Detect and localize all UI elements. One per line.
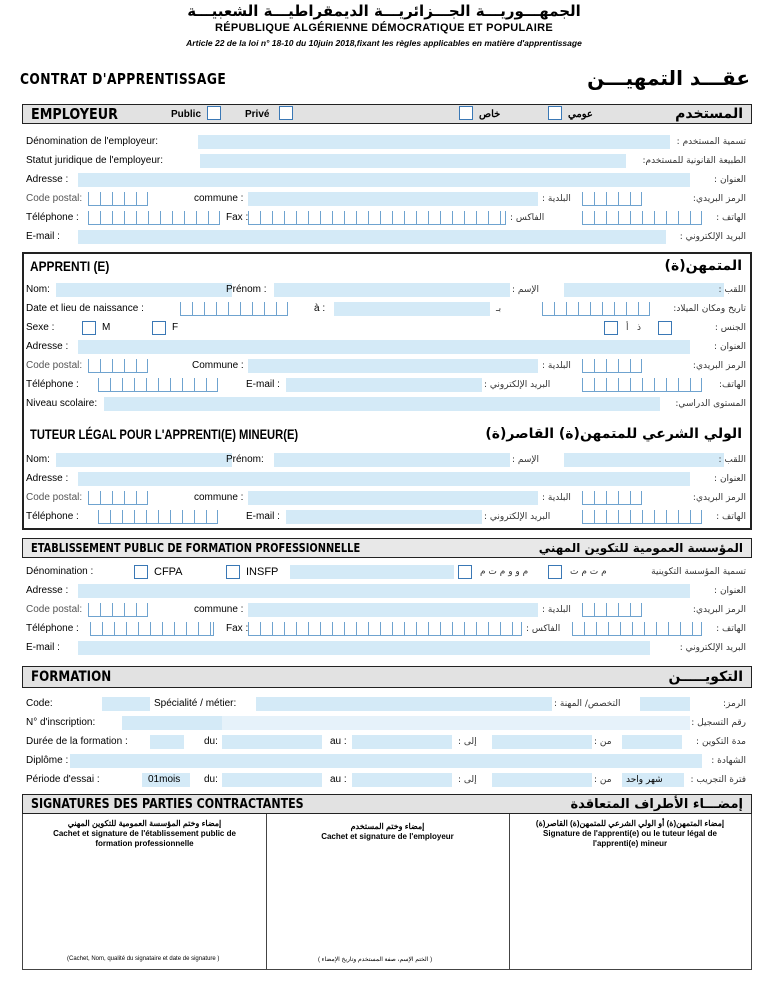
prenom-field[interactable] bbox=[274, 283, 510, 297]
sig-employeur-title: Cachet et signature de l'employeur bbox=[321, 832, 454, 841]
ism-field[interactable] bbox=[564, 283, 724, 297]
sexe-dhakar-label: ذ bbox=[637, 323, 642, 333]
essai-min-label: من : bbox=[594, 775, 612, 785]
etab-adresse-field[interactable] bbox=[78, 584, 690, 598]
mtmt-label: م ت م ت bbox=[570, 567, 607, 577]
tuteur-email-label: E-mail : bbox=[246, 511, 280, 522]
etab-code-postal-field[interactable] bbox=[88, 603, 148, 617]
specialite-field[interactable] bbox=[256, 697, 552, 711]
inscription-label: N° d'inscription: bbox=[26, 717, 96, 728]
denomination-label-ar: تسمية المستخدم : bbox=[676, 137, 746, 147]
apprenti-section bbox=[22, 254, 752, 414]
sig-etab-title: Cachet et signature de l'établissement public de formation professionnelle bbox=[53, 829, 236, 848]
email-field[interactable] bbox=[78, 230, 666, 244]
sig-note-ar: ( الختم الإسم، صفة المستخدم وتاريخ الإمضاء ) bbox=[318, 957, 433, 963]
apprenti-commune-label: Commune : bbox=[192, 360, 244, 371]
omomi-label: عومي bbox=[568, 109, 593, 120]
cfpa-label: CFPA bbox=[154, 566, 183, 578]
etab-title: ETABLISSEMENT PUBLIC DE FORMATION PROFESSIONNELLE bbox=[31, 541, 361, 555]
email-label: E-mail : bbox=[26, 231, 60, 242]
niveau-label-ar: المستوى الدراسي: bbox=[675, 399, 746, 409]
etab-telephone-label: Téléphone : bbox=[26, 623, 79, 634]
code-label: Code: bbox=[26, 698, 53, 709]
fax-field[interactable] bbox=[248, 211, 506, 225]
apprenti-email-label-ar: البريد الإلكتروني : bbox=[484, 380, 551, 390]
apprenti-commune-field[interactable] bbox=[248, 359, 538, 373]
formation-header bbox=[22, 666, 752, 688]
etab-code-postal-label: Code postal: bbox=[26, 604, 83, 615]
tuteur-code-postal-ar-field[interactable] bbox=[582, 491, 642, 505]
etab-title-ar: المؤسسة العمومية للتكوين المهني bbox=[538, 541, 743, 555]
insfp-label: INSFP bbox=[246, 566, 279, 578]
essai-value-ar: شهر واحد bbox=[626, 775, 663, 785]
duree-au-field[interactable] bbox=[352, 735, 452, 749]
etab-fax-field[interactable] bbox=[248, 622, 522, 636]
duree-field[interactable] bbox=[150, 735, 184, 749]
contract-title-ar: عقـــد التمهيـــن bbox=[587, 66, 750, 90]
tuteur-telephone-field[interactable] bbox=[98, 510, 218, 524]
sexe-f-checkbox[interactable] bbox=[152, 321, 166, 335]
signatures-title-ar: إمضـــاء الأطراف المتعاقدة bbox=[570, 797, 743, 812]
telephone-label-ar: الهاتف : bbox=[716, 213, 746, 223]
lieu-naissance-field[interactable] bbox=[334, 302, 490, 316]
apprenti-code-postal-label-ar: الرمز البريدي: bbox=[692, 361, 746, 371]
adresse-field[interactable] bbox=[78, 173, 690, 187]
employeur-title-ar: المستخدم bbox=[675, 106, 743, 122]
republic-arabic: الجمهـــوريـــة الجـــزائريـــة الديمقراطيـــة الشعبيـــة bbox=[187, 2, 581, 20]
statut-field[interactable] bbox=[200, 154, 626, 168]
apprenti-code-postal-ar-field[interactable] bbox=[582, 359, 642, 373]
etab-denomination-label: Dénomination : bbox=[26, 566, 94, 577]
prive-checkbox[interactable] bbox=[279, 106, 293, 120]
sig-col-etab[interactable] bbox=[23, 814, 267, 969]
tuteur-email-field[interactable] bbox=[286, 510, 482, 524]
date-naissance-field[interactable] bbox=[180, 302, 288, 316]
apprenti-baladia-label: البلدية : bbox=[542, 361, 571, 371]
code-postal-field[interactable] bbox=[88, 192, 148, 206]
essai-du-field[interactable] bbox=[222, 773, 322, 787]
denomination-label: Dénomination de l'employeur: bbox=[26, 136, 158, 147]
apprenti-telephone-label: Téléphone : bbox=[26, 379, 79, 390]
essai-value: 01mois bbox=[148, 774, 181, 785]
inscription-label-ar: رقم التسجيل : bbox=[691, 718, 746, 728]
signatures-section bbox=[22, 794, 752, 970]
sexe-m-label: M bbox=[102, 322, 111, 333]
etab-adresse-label: Adresse : bbox=[26, 585, 69, 596]
specialite-label: Spécialité / métier: bbox=[154, 698, 237, 709]
apprenti-telephone-ar-field[interactable] bbox=[582, 378, 702, 392]
essai-ila-field[interactable] bbox=[492, 773, 592, 787]
apprenti-code-postal-label: Code postal: bbox=[26, 360, 83, 371]
signatures-grid bbox=[22, 814, 752, 970]
fax-label-ar: الفاكس : bbox=[510, 213, 545, 223]
niveau-label: Niveau scolaire: bbox=[26, 398, 98, 409]
apprenti-telephone-label-ar: الهاتف: bbox=[719, 380, 746, 390]
code-field[interactable] bbox=[102, 697, 150, 711]
mtmt-checkbox[interactable] bbox=[548, 565, 562, 579]
etab-fax-label: Fax : bbox=[226, 623, 249, 634]
code-postal-ar-field[interactable] bbox=[582, 192, 642, 206]
formation-title: FORMATION bbox=[31, 669, 112, 685]
sig-apprenti-title: Signature de l'apprenti(e) ou le tuteur légal de l'apprenti(e) mineur bbox=[543, 829, 717, 848]
diplome-label-ar: الشهادة : bbox=[711, 756, 746, 766]
prive-label: Privé bbox=[245, 109, 270, 120]
commune-field[interactable] bbox=[248, 192, 538, 206]
tuteur-code-postal-label: Code postal: bbox=[26, 492, 83, 503]
etab-telephone-field[interactable] bbox=[90, 622, 214, 636]
etab-fax-label-ar: الفاكس : bbox=[526, 624, 561, 634]
telephone-ar-field[interactable] bbox=[582, 211, 702, 225]
tuteur-title: TUTEUR LÉGAL POUR L'APPRENTI(E) MINEUR(E) bbox=[30, 426, 299, 442]
tuteur-adresse-field[interactable] bbox=[78, 472, 690, 486]
public-checkbox[interactable] bbox=[207, 106, 221, 120]
sexe-label: Sexe : bbox=[26, 322, 55, 333]
tuteur-code-postal-field[interactable] bbox=[88, 491, 148, 505]
etab-code-postal-label-ar: الرمز البريدي: bbox=[692, 605, 746, 615]
etab-baladia-label: البلدية : bbox=[542, 605, 571, 615]
etab-email-label: E-mail : bbox=[26, 642, 60, 653]
telephone-field[interactable] bbox=[88, 211, 220, 225]
public-label: Public bbox=[171, 109, 202, 120]
apprenti-title: APPRENTI (E) bbox=[30, 258, 110, 274]
adresse-label: Adresse : bbox=[26, 174, 69, 185]
republic-french: RÉPUBLIQUE ALGÉRIENNE DÉMOCRATIQUE ET POPULAIRE bbox=[214, 22, 553, 34]
sexe-m-checkbox[interactable] bbox=[82, 321, 96, 335]
telephone-label: Téléphone : bbox=[26, 212, 79, 223]
etab-header bbox=[22, 538, 752, 558]
sig-note-fr: (Cachet, Nom, qualité du signataire et date de signature ) bbox=[67, 956, 220, 962]
diplome-label: Diplôme : bbox=[26, 755, 69, 766]
tuteur-adresse-label-ar: العنوان : bbox=[714, 474, 746, 484]
ism-label: الإسم : bbox=[512, 285, 540, 295]
mwmtm-label: م و و م ت م bbox=[480, 567, 529, 577]
sexe-untha-label: أ bbox=[626, 323, 629, 333]
khas-checkbox[interactable] bbox=[459, 106, 473, 120]
apprenti-email-label: E-mail : bbox=[246, 379, 280, 390]
etab-telephone-ar-field[interactable] bbox=[572, 622, 702, 636]
apprenti-title-ar: المتمهن(ة) bbox=[664, 258, 742, 274]
code-postal-label: Code postal: bbox=[26, 193, 83, 204]
apprenti-telephone-field[interactable] bbox=[98, 378, 218, 392]
apprenti-adresse-label: Adresse : bbox=[26, 341, 69, 352]
signatures-header bbox=[22, 794, 752, 814]
tuteur-nom-field[interactable] bbox=[56, 453, 232, 467]
diplome-field[interactable] bbox=[70, 754, 702, 768]
niveau-field[interactable] bbox=[104, 397, 660, 411]
sig-apprenti-title-ar: إمضاء المتمهن(ة) أو الولي الشرعي للمتمهن(ة) القاصر(ة) bbox=[535, 819, 725, 828]
email-label-ar: البريد الإلكتروني : bbox=[679, 232, 746, 242]
tuteur-code-postal-label-ar: الرمز البريدي: bbox=[692, 493, 746, 503]
duree-min-field[interactable] bbox=[622, 735, 682, 749]
signatures-title: SIGNATURES DES PARTIES CONTRACTANTES bbox=[31, 797, 304, 812]
tuteur-nom-label: Nom: bbox=[26, 454, 50, 465]
sig-col-employeur[interactable] bbox=[266, 814, 510, 969]
mwmtm-checkbox[interactable] bbox=[458, 565, 472, 579]
duree-au-label: au : bbox=[330, 736, 347, 747]
ramz-label: الرمز: bbox=[722, 699, 746, 709]
tuteur-adresse-label: Adresse : bbox=[26, 473, 69, 484]
sig-etab-title-ar: إمضاء وختم المؤسسة العمومية للتكوين المهني bbox=[67, 819, 222, 828]
tuteur-prenom-field[interactable] bbox=[274, 453, 510, 467]
tuteur-title-ar: الولي الشرعي للمتمهن(ة) القاصر(ة) bbox=[485, 426, 742, 442]
tuteur-commune-label: commune : bbox=[194, 492, 244, 503]
tuteur-baladia-label: البلدية : bbox=[542, 493, 571, 503]
employeur-title: EMPLOYEUR bbox=[31, 105, 118, 123]
etab-section bbox=[22, 538, 752, 662]
etab-telephone-label-ar: الهاتف : bbox=[716, 624, 746, 634]
adresse-label-ar: العنوان : bbox=[714, 175, 746, 185]
sig-employeur-title-ar: إمضاء وختم المستخدم bbox=[350, 822, 425, 831]
specialite-label-ar: التخصص/ المهنة : bbox=[554, 699, 621, 709]
laqab-label: اللقب : bbox=[718, 285, 746, 295]
etab-denomination-field[interactable] bbox=[290, 565, 454, 579]
essai-label-ar: فترة التجريب : bbox=[690, 775, 746, 785]
formation-section bbox=[22, 666, 752, 788]
etab-commune-label: commune : bbox=[194, 604, 244, 615]
duree-ila-label: إلى : bbox=[458, 737, 477, 747]
employeur-header bbox=[22, 104, 752, 124]
bi-label: بـ bbox=[496, 304, 502, 314]
cfpa-checkbox[interactable] bbox=[134, 565, 148, 579]
essai-au-label: au : bbox=[330, 774, 347, 785]
sexe-f-label: F bbox=[172, 322, 179, 333]
etab-adresse-label-ar: العنوان : bbox=[714, 586, 746, 596]
apprenti-email-field[interactable] bbox=[286, 378, 482, 392]
omomi-checkbox[interactable] bbox=[548, 106, 562, 120]
code-postal-label-ar: الرمز البريدي: bbox=[692, 194, 746, 204]
etab-email-field[interactable] bbox=[78, 641, 650, 655]
a-label: à : bbox=[314, 303, 326, 314]
sexe-label-ar: الجنس : bbox=[714, 323, 746, 333]
tuteur-prenom-label: Prénom: bbox=[226, 454, 264, 465]
statut-label: Statut juridique de l'employeur: bbox=[26, 155, 163, 166]
tuteur-laqab-label: اللقب : bbox=[718, 455, 746, 465]
sig-col-apprenti[interactable] bbox=[509, 814, 751, 969]
etab-email-label-ar: البريد الإلكتروني : bbox=[679, 643, 746, 653]
tuteur-telephone-label-ar: الهاتف : bbox=[716, 512, 746, 522]
code-ar-field[interactable] bbox=[640, 697, 690, 711]
date-naissance-ar-field[interactable] bbox=[542, 302, 650, 316]
nom-label: Nom: bbox=[26, 284, 50, 295]
employeur-section bbox=[22, 104, 752, 250]
duree-du-field[interactable] bbox=[222, 735, 322, 749]
duree-label: Durée de la formation : bbox=[26, 736, 128, 747]
tasmiya-label: تسمية المؤسسة التكوينية bbox=[651, 567, 746, 577]
sexe-dhakar-checkbox[interactable] bbox=[658, 321, 672, 335]
tuteur-ism-field[interactable] bbox=[564, 453, 724, 467]
duree-du-label: du: bbox=[204, 736, 218, 747]
tuteur-telephone-label: Téléphone : bbox=[26, 511, 79, 522]
sexe-untha-checkbox[interactable] bbox=[604, 321, 618, 335]
essai-au-field[interactable] bbox=[352, 773, 452, 787]
essai-ila-label: إلى : bbox=[458, 775, 477, 785]
date-label-ar: تاريخ ومكان الميلاد: bbox=[673, 304, 746, 314]
contract-title-fr: CONTRAT D'APPRENTISSAGE bbox=[20, 70, 227, 88]
essai-label: Période d'essai : bbox=[26, 774, 100, 785]
khas-label: خاص bbox=[479, 109, 501, 120]
duree-label-ar: مدة التكوين : bbox=[696, 737, 746, 747]
fax-label: Fax : bbox=[226, 212, 249, 223]
etab-code-postal-ar-field[interactable] bbox=[582, 603, 642, 617]
etab-commune-field[interactable] bbox=[248, 603, 538, 617]
commune-label: commune : bbox=[194, 193, 244, 204]
apprenti-adresse-field[interactable] bbox=[78, 340, 690, 354]
date-lieu-label: Date et lieu de naissance : bbox=[26, 303, 144, 314]
duree-min-label: من : bbox=[594, 737, 612, 747]
tuteur-ism-label: الإسم : bbox=[512, 455, 540, 465]
prenom-label: Prénom : bbox=[226, 284, 267, 295]
statut-label-ar: الطبيعة القانونية للمستخدم: bbox=[642, 156, 746, 166]
apprenti-adresse-label-ar: العنوان : bbox=[714, 342, 746, 352]
essai-du-label: du: bbox=[204, 774, 218, 785]
tuteur-email-label-ar: البريد الإلكتروني : bbox=[484, 512, 551, 522]
insfp-checkbox[interactable] bbox=[226, 565, 240, 579]
duree-ila-field[interactable] bbox=[492, 735, 592, 749]
nom-field[interactable] bbox=[56, 283, 232, 297]
tuteur-telephone-ar-field[interactable] bbox=[582, 510, 702, 524]
baladia-label: البلدية : bbox=[542, 194, 571, 204]
apprenti-code-postal-field[interactable] bbox=[88, 359, 148, 373]
inscription-field[interactable] bbox=[122, 716, 222, 730]
formation-title-ar: التكويـــــن bbox=[668, 669, 743, 685]
denomination-field[interactable] bbox=[198, 135, 670, 149]
inscription-field-mid[interactable] bbox=[222, 716, 690, 730]
law-reference: Article 22 de la loi n° 18-10 du 10juin 2018,fixant les règles applicables en matière d'apprentissage bbox=[186, 38, 582, 48]
tuteur-section bbox=[22, 424, 752, 528]
tuteur-commune-field[interactable] bbox=[248, 491, 538, 505]
